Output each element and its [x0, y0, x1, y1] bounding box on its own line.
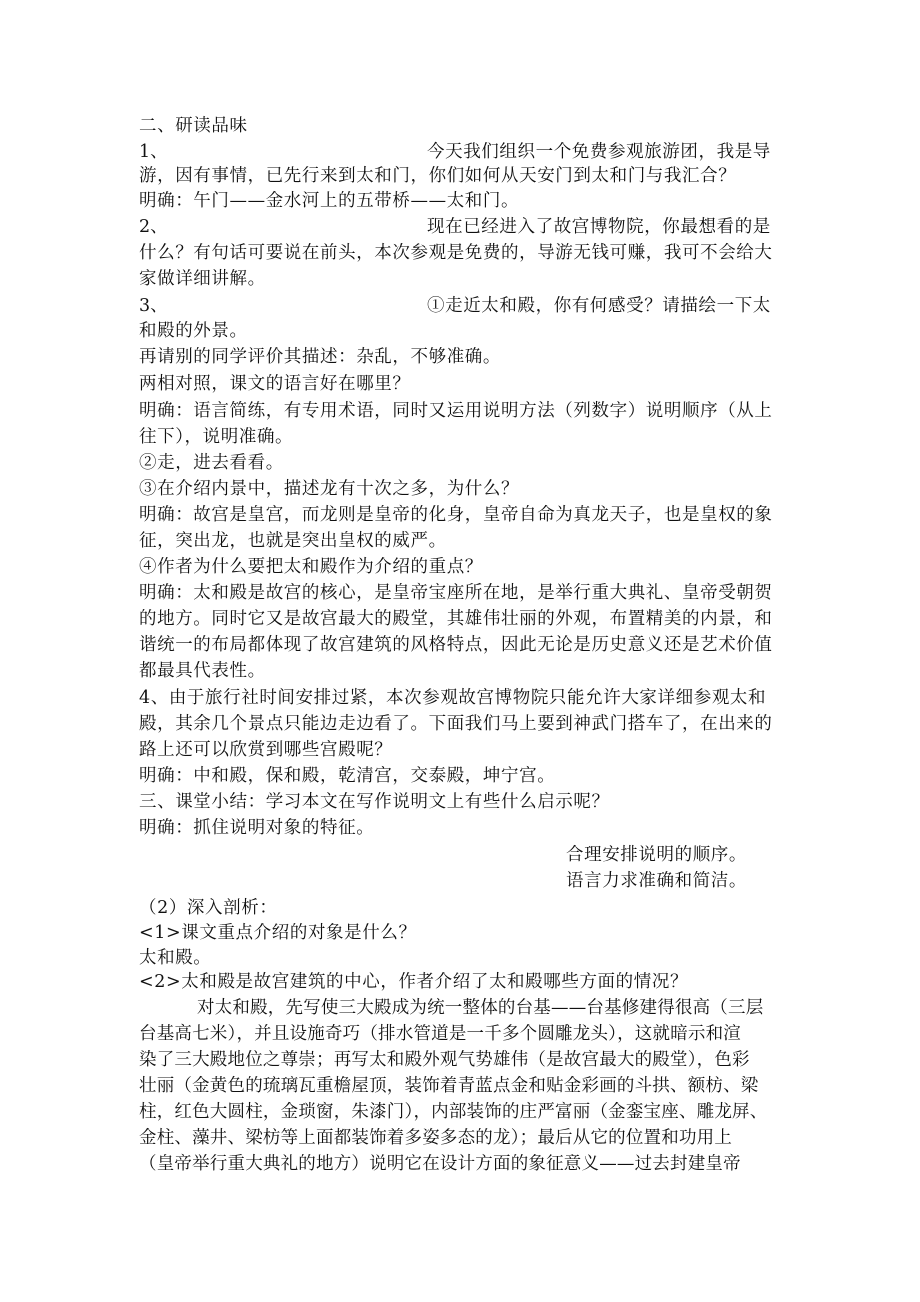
text-line: 的地方。同时它又是故宫最大的殿堂，其雄伟壮丽的外观，布置精美的内景，和 — [139, 609, 773, 629]
text-line: 都最具代表性。 — [139, 661, 266, 681]
question-3-number: 3、 — [139, 296, 168, 316]
paragraph-line: 柱，红色大圆柱，金琐窗，朱漆门），内部装饰的庄严富丽（金銮宝座、雕龙屏、 — [139, 1102, 768, 1122]
question-2-line-1: 现在已经进入了故宫博物院，你最想看的是 — [427, 217, 771, 237]
text-line: 明确：语言简练，有专用术语，同时又运用说明方法（列数字）说明顺序（从上 — [139, 401, 773, 421]
text-line: 语言力求准确和简洁。 — [566, 871, 747, 891]
text-line: 4、由于旅行社时间安排过紧，本次参观故宫博物院只能允许大家详细参观太和 — [139, 688, 767, 708]
paragraph-line: 台基高七米），并且设施奇巧（排水管道是一千多个圆雕龙头），这就暗示和渲 — [139, 1024, 741, 1044]
question-1-line-2: 游，因有事情，已先行来到太和门，你们如何从天安门到太和门与我汇合？ — [139, 166, 737, 186]
question-2-number: 2、 — [139, 217, 168, 237]
question-1-line-1: 今天我们组织一个免费参观旅游团，我是导 — [427, 142, 771, 162]
paragraph-line: （皇帝举行重大典礼的地方）说明它在设计方面的象征意义——过去封建皇帝 — [139, 1154, 741, 1174]
text-line: 两相对照，课文的语言好在哪里？ — [139, 374, 411, 394]
section-heading-3: 三、课堂小结：学习本文在写作说明文上有些什么启示呢？ — [139, 792, 610, 812]
text-line: 明确：抓住说明对象的特征。 — [139, 818, 375, 838]
section-heading-2: 二、研读品味 — [139, 116, 248, 136]
text-line: ②走，进去看看。 — [139, 453, 284, 473]
question-2-line-3: 家做详细讲解。 — [139, 269, 266, 289]
text-line: 谐统一的布局都体现了故宫建筑的风格特点，因此无论是历史意义还是艺术价值 — [139, 635, 773, 655]
text-line: 合理安排说明的顺序。 — [566, 845, 747, 865]
text-line: 明确：故宫是皇宫，而龙则是皇帝的化身，皇帝自命为真龙天子，也是皇权的象 — [139, 505, 773, 525]
paragraph-line: 金柱、藻井、梁枋等上面都装饰着多姿多态的龙）；最后从它的位置和功用上 — [139, 1128, 733, 1148]
text-line: 征，突出龙，也就是突出皇权的威严。 — [139, 531, 447, 551]
text-line: 太和殿。 — [139, 948, 212, 968]
text-line: 殿，其余几个景点只能边走边看了。下面我们马上要到神武门搭车了，在出来的 — [139, 714, 773, 734]
text-line: 明确：中和殿，保和殿，乾清宫，交泰殿，坤宁宫。 — [139, 766, 556, 786]
paragraph-line: 壮丽（金黄色的琉璃瓦重檐屋顶，装饰着青蓝点金和贴金彩画的斗拱、额枋、梁 — [139, 1076, 759, 1096]
question-1-number: 1、 — [139, 142, 168, 162]
question-3-line-1: ①走近太和殿，你有何感受？请描绘一下太 — [427, 296, 771, 316]
text-line: 往下），说明准确。 — [139, 427, 294, 447]
text-line: 路上还可以欣赏到哪些宫殿呢？ — [139, 740, 393, 760]
text-line: ③在介绍内景中，描述龙有十次之多，为什么？ — [139, 479, 520, 499]
text-line: <2>太和殿是故宫建筑的中心，作者介绍了太和殿哪些方面的情况？ — [139, 972, 689, 992]
paragraph-line: 染了三大殿地位之尊崇；再写太和殿外观气势雄伟（是故宫最大的殿堂），色彩 — [139, 1050, 750, 1070]
text-line: ④作者为什么要把太和殿作为介绍的重点？ — [139, 557, 483, 577]
text-line: 明确：太和殿是故宫的核心，是皇帝宝座所在地，是举行重大典礼、皇帝受朝贺 — [139, 583, 773, 603]
text-line: 再请别的同学评价其描述：杂乱，不够准确。 — [139, 347, 501, 367]
answer-1: 明确：午门——金水河上的五带桥——太和门。 — [139, 191, 520, 211]
text-line: （2）深入剖析： — [139, 898, 278, 918]
question-3-line-2: 和殿的外景。 — [139, 321, 248, 341]
question-2-line-2: 什么？有句话可要说在前头，本次参观是免费的，导游无钱可赚，我可不会给大 — [139, 243, 773, 263]
paragraph-line: 对太和殿，先写使三大殿成为统一整体的台基——台基修建得很高（三层 — [197, 998, 764, 1018]
text-line: <1>课文重点介绍的对象是什么？ — [139, 923, 417, 943]
